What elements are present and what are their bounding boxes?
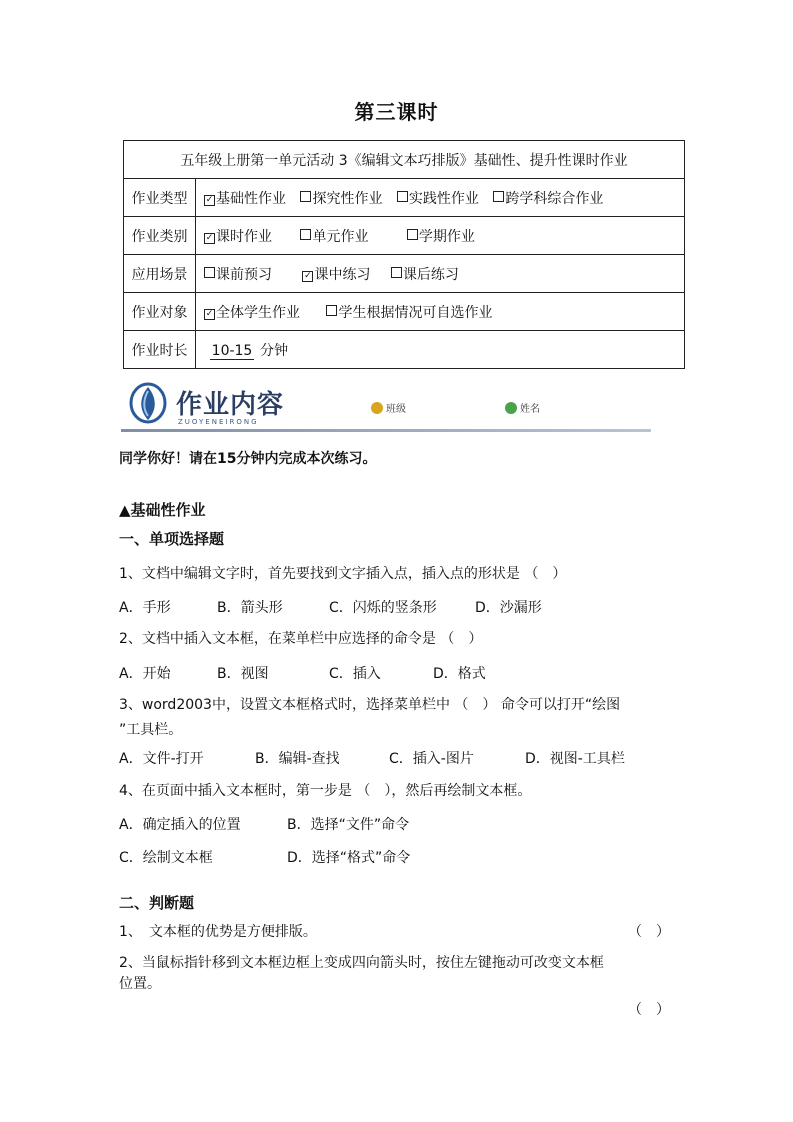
question-2: 2、文档中插入文本框，在菜单栏中应选择的命令是 （ ） <box>119 631 483 647</box>
checkbox-option[interactable]: ✓ 课中练习 <box>304 266 371 283</box>
section-true-false-heading: 二、判断题 <box>119 894 195 912</box>
section-basic-heading: ▲基础性作业 <box>119 501 206 519</box>
judgement-1: 1、 文本框的优势是方便排版。 <box>119 924 317 940</box>
checkbox-option[interactable]: 学期作业 <box>407 226 475 246</box>
judgement-2-line-1: 2、当鼠标指针移到文本框边框上变成四向箭头时，按住左键拖动可改变文本框 <box>119 955 604 971</box>
option[interactable]: A．文件-打开 <box>119 751 204 767</box>
checkbox[interactable] <box>300 191 311 202</box>
table-row <box>124 293 685 331</box>
judgement-2-line-2: 位置。 <box>119 976 161 992</box>
duration-unit: 分钟 <box>260 342 288 359</box>
option-cell <box>196 217 685 255</box>
checkbox-option[interactable]: 课前预习 <box>204 264 272 284</box>
option[interactable]: A．确定插入的位置 <box>119 817 241 833</box>
checkbox-option[interactable]: 跨学科综合作业 <box>493 188 603 208</box>
table-row <box>124 179 685 217</box>
page-title: 第三课时 <box>354 100 439 124</box>
question-3-options <box>119 748 625 768</box>
option[interactable]: B．视图 <box>217 666 269 682</box>
table-row <box>124 255 685 293</box>
duration-cell <box>196 331 685 369</box>
checkbox[interactable]: ✓ <box>205 232 214 243</box>
row-label: 作业类型 <box>124 179 196 217</box>
name-icon <box>505 402 517 414</box>
row-label: 作业类别 <box>124 217 196 255</box>
option[interactable]: D．格式 <box>433 666 486 682</box>
checkbox-option[interactable]: 单元作业 <box>300 226 368 246</box>
option[interactable]: D．沙漏形 <box>475 600 542 616</box>
checkbox[interactable] <box>407 229 418 240</box>
question-3-line-2: ”工具栏。 <box>119 722 183 738</box>
table-row <box>124 217 685 255</box>
checkbox-option[interactable]: 探究性作业 <box>300 188 382 208</box>
question-4-options-row-1 <box>119 814 409 834</box>
option-cell <box>196 293 685 331</box>
question-3-line-1: 3、word2003中，设置文本框格式时，选择菜单栏中 （ ） 命令可以打开“绘图 <box>119 697 621 713</box>
question-2-options <box>119 663 486 683</box>
option-cell <box>196 179 685 217</box>
section-single-choice-heading: 一、单项选择题 <box>119 530 225 548</box>
checkbox-option[interactable]: ✓ 基础性作业 <box>205 190 286 207</box>
checkbox[interactable] <box>493 191 504 202</box>
option[interactable]: A．手形 <box>119 600 171 616</box>
option[interactable]: C．插入-图片 <box>389 751 474 767</box>
content-banner <box>121 378 651 432</box>
row-label: 作业时长 <box>124 331 196 369</box>
checkbox[interactable]: ✓ <box>205 308 214 319</box>
name-field: 姓名 <box>505 400 540 415</box>
table-heading: 五年级上册第一单元活动 3《编辑文本巧排版》基础性、提升性课时作业 <box>124 141 685 179</box>
class-field: 班级 <box>371 400 406 415</box>
option[interactable]: B．编辑-查找 <box>255 751 340 767</box>
checkbox-option[interactable]: 课后练习 <box>391 264 459 284</box>
row-label: 作业对象 <box>124 293 196 331</box>
assignment-info-table <box>123 140 685 369</box>
question-1-options <box>119 597 542 617</box>
option-cell <box>196 255 685 293</box>
banner-subtitle: ZUOYENEIRONG <box>178 418 259 426</box>
banner-divider <box>121 429 651 432</box>
checkbox[interactable] <box>204 267 215 278</box>
greeting: 同学你好！请在15分钟内完成本次练习。 <box>119 451 377 467</box>
leaf-logo-icon <box>129 382 167 424</box>
option[interactable]: A．开始 <box>119 666 171 682</box>
option[interactable]: D．选择“格式”命令 <box>287 850 411 866</box>
checkbox-option[interactable]: 学生根据情况可自选作业 <box>326 302 492 322</box>
question-1: 1、文档中编辑文字时，首先要找到文字插入点，插入点的形状是 （ ） <box>119 566 567 582</box>
checkbox[interactable] <box>397 191 408 202</box>
checkbox-option[interactable]: ✓ 全体学生作业 <box>205 304 300 321</box>
question-4-options-row-2 <box>119 847 410 867</box>
banner-title: 作业内容 <box>176 390 285 420</box>
table-row <box>124 331 685 369</box>
answer-blank[interactable]: （ ） <box>628 924 670 940</box>
row-label: 应用场景 <box>124 255 196 293</box>
option[interactable]: C．插入 <box>329 666 381 682</box>
option[interactable]: B．选择“文件”命令 <box>287 817 410 833</box>
checkbox-option[interactable]: 实践性作业 <box>397 188 479 208</box>
question-4: 4、在页面中插入文本框时，第一步是 （ ），然后再绘制文本框。 <box>119 783 532 799</box>
checkbox[interactable] <box>300 229 311 240</box>
checkbox[interactable] <box>391 267 402 278</box>
checkbox-option[interactable]: ✓ 课时作业 <box>205 228 272 245</box>
duration-value[interactable]: 10-15 <box>211 342 253 359</box>
answer-blank[interactable]: （ ） <box>628 1002 670 1018</box>
option[interactable]: D．视图-工具栏 <box>525 751 625 767</box>
checkbox[interactable]: ✓ <box>205 194 214 205</box>
option[interactable]: C．绘制文本框 <box>119 850 213 866</box>
option[interactable]: B．箭头形 <box>217 600 283 616</box>
class-icon <box>371 402 383 414</box>
option[interactable]: C．闪烁的竖条形 <box>329 600 437 616</box>
checkbox[interactable] <box>326 305 337 316</box>
checkbox[interactable]: ✓ <box>304 270 312 281</box>
